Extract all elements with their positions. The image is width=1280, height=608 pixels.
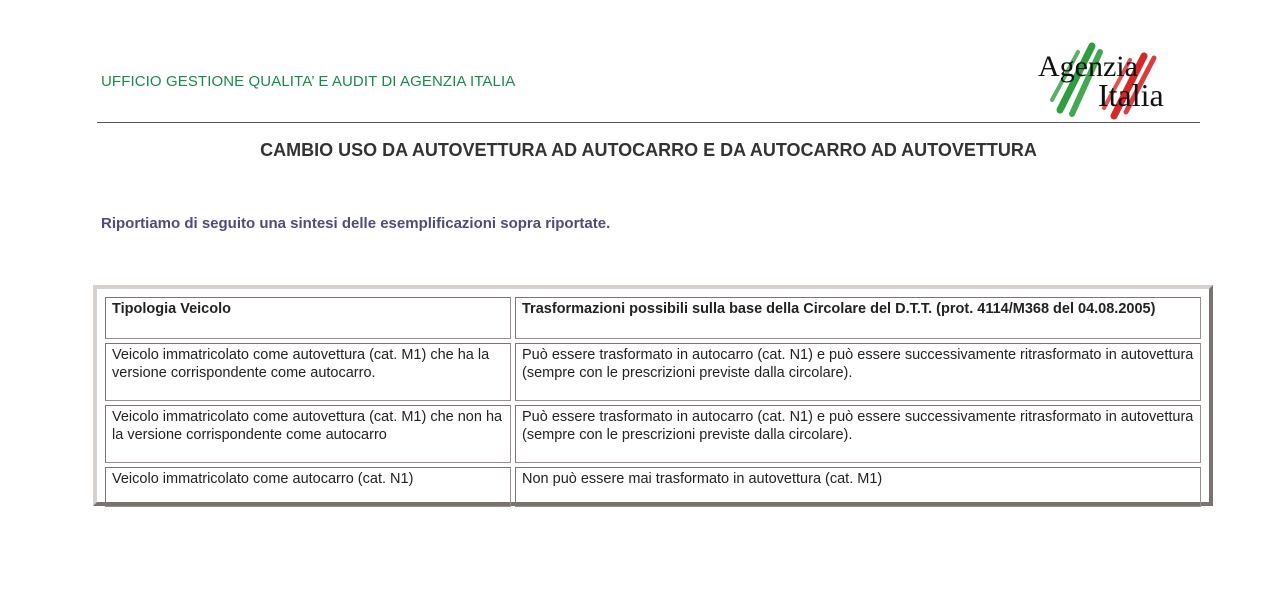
header-divider [97, 122, 1200, 123]
table-row [105, 405, 1201, 463]
office-header: UFFICIO GESTIONE QUALITA’ E AUDIT DI AGENZIA ITALIA [101, 73, 516, 90]
column-header-vehicle-type: Tipologia Veicolo [105, 297, 511, 339]
table-row [105, 343, 1201, 401]
table-row [105, 467, 1201, 507]
column-header-transformations: Trasformazioni possibili sulla base della Circolare del D.T.T. (prot. 4114/M368 del 04.08.2005) [515, 297, 1201, 339]
summary-table [101, 293, 1205, 511]
summary-table-frame [93, 285, 1213, 506]
document-title: CAMBIO USO DA AUTOVETTURA AD AUTOCARRO E DA AUTOCARRO AD AUTOVETTURA [260, 140, 1037, 160]
svg-text:Agenzia: Agenzia [1038, 50, 1138, 83]
svg-text:Italia: Italia [1098, 77, 1164, 113]
table-header-row [105, 297, 1201, 339]
intro-text: Riportiamo di seguito una sintesi delle esemplificazioni sopra riportate. [101, 215, 611, 232]
vehicle-type-cell: Veicolo immatricolato come autovettura (cat. M1) che ha la versione corrispondente come autocarro. [105, 343, 511, 401]
vehicle-type-cell: Veicolo immatricolato come autocarro (cat. N1) [105, 467, 511, 507]
transformation-cell: Può essere trasformato in autocarro (cat. N1) e può essere successivamente ritrasformato in autovettura (sempre con le prescrizioni previste dalla circolare). [515, 343, 1201, 401]
flag-swoosh-icon [1030, 38, 1200, 122]
transformation-cell: Può essere trasformato in autocarro (cat. N1) e può essere successivamente ritrasformato in autovettura (sempre con le prescrizioni previste dalla circolare). [515, 405, 1201, 463]
vehicle-type-cell: Veicolo immatricolato come autovettura (cat. M1) che non ha la versione corrispondente come autocarro [105, 405, 511, 463]
agenzia-italia-logo [1030, 38, 1200, 122]
transformation-cell: Non può essere mai trasformato in autovettura (cat. M1) [515, 467, 1201, 507]
